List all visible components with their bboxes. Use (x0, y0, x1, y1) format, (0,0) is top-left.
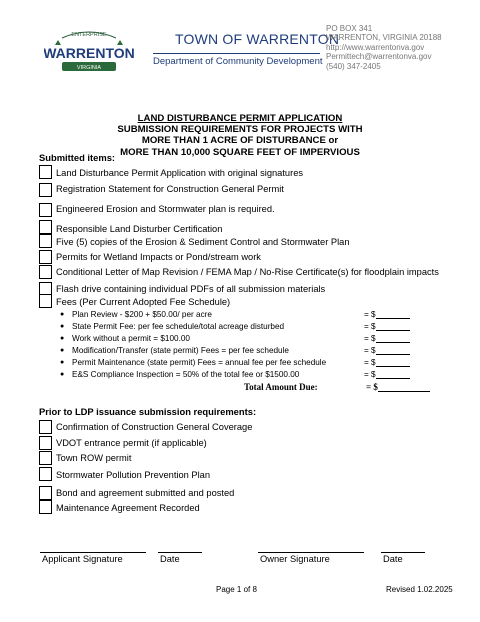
applicant-signature-line[interactable] (40, 552, 146, 553)
fee-row-label: Permit Maintenance (state permit) Fees = annual fee per fee schedule (72, 358, 327, 367)
bullet-icon: ● (60, 323, 65, 330)
applicant-date-label: Date (160, 554, 180, 564)
title-line-2: SUBMISSION REQUIREMENTS FOR PROJECTS WITH (117, 124, 363, 136)
prior-item-label: VDOT entrance permit (if applicable) (56, 438, 207, 448)
logo-top-text: ENTERPRISE (71, 32, 107, 38)
fee-amount-field[interactable]: = $ (364, 370, 410, 379)
submitted-item-label: Fees (Per Current Adopted Fee Schedule) (56, 297, 231, 307)
submitted-item-label: Registration Statement for Construction General Permit (56, 184, 284, 194)
checkbox-submitted-7[interactable] (39, 265, 52, 279)
fee-amount-field[interactable]: = $ (364, 334, 410, 343)
owner-date-line[interactable] (381, 552, 425, 553)
town-logo (44, 24, 134, 80)
applicant-date-line[interactable] (158, 552, 202, 553)
fee-row-label: Work without a permit = $100.00 (72, 334, 190, 343)
checkbox-submitted-3[interactable] (39, 203, 52, 217)
checkbox-prior-1[interactable] (39, 420, 52, 434)
prior-item-label: Bond and agreement submitted and posted (56, 488, 235, 498)
fee-amount-field[interactable]: = $ (364, 346, 410, 355)
bullet-icon: ● (60, 359, 65, 366)
fee-row-label: State Permit Fee: per fee schedule/total acreage disturbed (72, 322, 285, 331)
fee-amount-field[interactable]: = $ (364, 310, 410, 319)
logo-ribbon-text: VIRGINIA (76, 65, 102, 71)
checkbox-prior-4[interactable] (39, 467, 52, 481)
submitted-item-label: Conditional Letter of Map Revision / FEMA Map / No-Rise Certificate(s) for floodplain impacts (56, 267, 439, 277)
fee-row-label: Modification/Transfer (state permit) Fees = per fee schedule (72, 346, 289, 355)
title-line-3: MORE THAN 1 ACRE OF DISTURBANCE or (141, 135, 339, 147)
prior-heading: Prior to LDP issuance submission requirements: (39, 406, 257, 417)
title-line-4: MORE THAN 10,000 SQUARE FEET OF IMPERVIOUS (120, 146, 360, 158)
checkbox-submitted-1[interactable] (39, 165, 52, 179)
prior-item-label: Stormwater Pollution Prevention Plan (56, 470, 210, 480)
bullet-icon: ● (60, 371, 65, 378)
bullet-icon: ● (60, 311, 65, 318)
submitted-item-label: Engineered Erosion and Stormwater plan is required. (56, 204, 275, 214)
contact-email[interactable]: Permittech@warrentonva.gov (326, 52, 432, 62)
checkbox-submitted-5[interactable] (39, 234, 52, 248)
contact-phone: (540) 347-2405 (326, 61, 381, 71)
checkbox-prior-3[interactable] (39, 451, 52, 465)
prior-item-label: Maintenance Agreement Recorded (56, 503, 200, 513)
checkbox-prior-6[interactable] (39, 500, 52, 514)
fee-amount-field[interactable]: = $ (364, 322, 410, 331)
owner-signature-label: Owner Signature (260, 554, 330, 564)
submitted-item-label: Land Disturbance Permit Application with original signatures (56, 168, 304, 178)
owner-signature-line[interactable] (258, 552, 364, 553)
prior-item-label: Town ROW permit (56, 453, 132, 463)
applicant-signature-label: Applicant Signature (42, 554, 123, 564)
owner-date-label: Date (383, 554, 403, 564)
submitted-heading: Submitted items: (39, 152, 116, 163)
contact-block (326, 24, 442, 71)
bullet-icon: ● (60, 335, 65, 342)
submitted-item-label: Responsible Land Disturber Certification (56, 224, 223, 234)
submitted-item-label: Permits for Wetland Impacts or Pond/stream work (56, 252, 261, 262)
fee-amount-field[interactable]: = $ (364, 358, 410, 367)
contact-website[interactable]: http://www.warrentonva.gov (326, 42, 425, 52)
page-number: Page 1 of 8 (216, 585, 257, 594)
department-name: Department of Community Development (153, 56, 323, 67)
fee-row-label: Plan Review - $200 + $50.00/ per acre (72, 310, 212, 319)
header-divider (153, 53, 320, 54)
checkbox-submitted-4[interactable] (39, 220, 52, 234)
submitted-item-label: Flash drive containing individual PDFs of all submission materials (56, 284, 326, 294)
contact-po-box: PO BOX 341 (326, 24, 373, 33)
checkbox-submitted-9[interactable] (39, 294, 52, 308)
total-amount-field[interactable]: = $ (366, 382, 430, 392)
town-name: TOWN OF WARRENTON (175, 31, 340, 47)
logo-main-text: WARRENTON (44, 45, 134, 61)
revised-date: Revised 1.02.2025 (386, 585, 453, 594)
checkbox-submitted-2[interactable] (39, 183, 52, 197)
total-label: Total Amount Due: (244, 382, 318, 392)
bullet-icon: ● (60, 347, 65, 354)
checkbox-prior-5[interactable] (39, 486, 52, 500)
submitted-item-label: Five (5) copies of the Erosion & Sediment Control and Stormwater Plan (56, 237, 350, 247)
contact-city: WARRENTON, VIRGINIA 20188 (326, 33, 442, 43)
prior-item-label: Confirmation of Construction General Coverage (56, 422, 253, 432)
checkbox-submitted-6[interactable] (39, 250, 52, 264)
checkbox-prior-2[interactable] (39, 436, 52, 450)
title-line-1: LAND DISTURBANCE PERMIT APPLICATION (137, 113, 343, 124)
fee-row-label: E&S Compliance Inspection = 50% of the total fee or $1500.00 (72, 370, 300, 379)
